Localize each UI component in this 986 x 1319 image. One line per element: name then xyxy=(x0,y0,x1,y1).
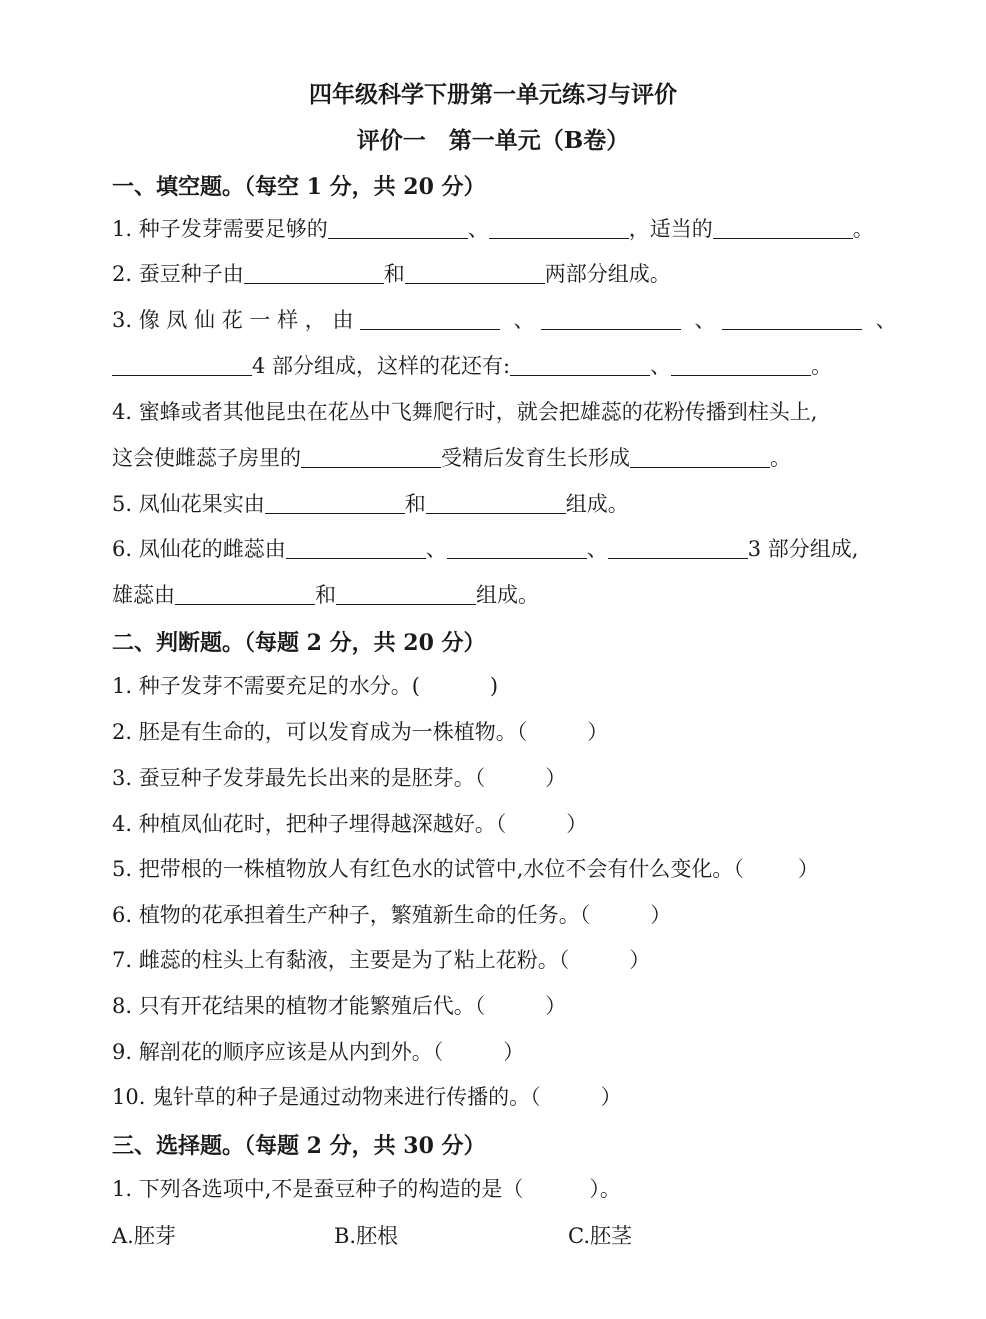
answer-blank[interactable] xyxy=(336,582,476,605)
question-text: 8. 只有开花结果的植物才能繁殖后代。 xyxy=(112,994,475,1018)
answer-paren-open: （ xyxy=(474,766,486,790)
answer-blank[interactable] xyxy=(608,536,748,559)
separator-text: 、 xyxy=(513,308,535,332)
question-text: 4. 种植凤仙花时，把种子埋得越深越好。 xyxy=(112,812,496,836)
fill-question-4-line-2 xyxy=(112,443,791,473)
question-text: 这会使雌蕊子房里的 xyxy=(112,446,301,470)
choice-question-1 xyxy=(112,1174,621,1204)
answer-paren-close: ） xyxy=(600,1085,622,1109)
answer-paren-open: （ xyxy=(579,903,591,927)
separator-text: 。 xyxy=(770,446,791,470)
answer-blank[interactable] xyxy=(328,216,468,239)
answer-paren-open: （ xyxy=(530,1085,541,1109)
fill-question-3-line-1 xyxy=(112,305,897,335)
judge-question-7 xyxy=(112,945,650,975)
answer-paren-open: （ xyxy=(502,1177,524,1201)
answer-blank[interactable] xyxy=(265,491,405,514)
question-text: 5. 把带根的一株植物放人有红色水的试管中,水位不会有什么变化。 xyxy=(112,857,734,881)
answer-blank[interactable] xyxy=(175,582,315,605)
answer-paren-open: （ xyxy=(474,994,486,1018)
answer-blank[interactable] xyxy=(360,307,500,330)
answer-blank[interactable] xyxy=(630,445,770,468)
answer-paren-open: （ xyxy=(558,948,570,972)
option-b[interactable]: B.胚根 xyxy=(334,1224,399,1248)
answer-blank[interactable] xyxy=(405,261,545,284)
answer-paren-close: ） xyxy=(797,857,819,881)
answer-paren-open: （ xyxy=(495,812,507,836)
answer-blank[interactable] xyxy=(426,491,566,514)
answer-blank[interactable] xyxy=(244,261,384,284)
question-text: 和 xyxy=(404,492,426,516)
fill-question-5 xyxy=(112,489,629,519)
question-text: 2. 胚是有生命的，可以发育成为一株植物。 xyxy=(112,720,517,744)
question-text: ，适当的 xyxy=(628,217,713,241)
answer-paren-close: ） xyxy=(629,948,651,972)
fill-question-2 xyxy=(112,259,671,289)
page-subtitle: 评价一 第一单元（B卷） xyxy=(356,127,630,154)
judge-question-3 xyxy=(112,763,566,793)
question-text: 6. 凤仙花的雌蕊由 xyxy=(112,537,286,561)
separator-text: 、 xyxy=(875,308,897,332)
separator-text: 、 xyxy=(467,217,489,241)
judge-question-4 xyxy=(112,809,587,839)
question-text: 组成。 xyxy=(476,583,539,607)
question-text: 1. 下列各选项中,不是蚕豆种子的构造的是 xyxy=(112,1177,503,1201)
question-text: 5. 凤仙花果实由 xyxy=(112,492,265,516)
option-c[interactable]: C.胚茎 xyxy=(568,1224,632,1248)
question-text: 9. 解剖花的顺序应该是从内到外。 xyxy=(112,1040,433,1064)
question-text: 两部分组成。 xyxy=(544,262,671,286)
question-text: 和 xyxy=(383,262,405,286)
separator-text: 、 xyxy=(586,537,608,561)
question-text: 2. 蚕豆种子由 xyxy=(112,262,244,286)
question-text: 6. 植物的花承担着生产种子，繁殖新生命的任务。 xyxy=(112,903,580,927)
question-text: 和 xyxy=(315,583,336,607)
section3-heading: 三、选择题。（每题 2 分，共 30 分） xyxy=(112,1133,486,1159)
answer-paren-close: ) xyxy=(489,674,499,698)
question-text: 3. 蚕豆种子发芽最先长出来的是胚芽。 xyxy=(112,766,475,790)
fill-question-3-line-2 xyxy=(112,351,832,381)
answer-blank[interactable] xyxy=(112,353,252,376)
separator-text: 。 xyxy=(852,217,874,241)
answer-blank[interactable] xyxy=(286,536,426,559)
separator-text: 。 xyxy=(811,354,833,378)
answer-paren-close: ） xyxy=(566,812,588,836)
fill-question-6-line-1 xyxy=(112,534,858,564)
fill-question-1 xyxy=(112,214,874,244)
option-a[interactable]: A.胚芽 xyxy=(112,1224,176,1248)
section2-heading: 二、判断题。（每题 2 分，共 20 分） xyxy=(112,630,486,656)
judge-question-2 xyxy=(112,717,608,747)
answer-paren-close: ） xyxy=(545,766,567,790)
answer-blank[interactable] xyxy=(722,307,862,330)
question-text: 3. 像 凤 仙 花 一 样 ， 由 xyxy=(112,308,354,332)
question-text: 10. 鬼针草的种子是通过动物来进行传播的。 xyxy=(112,1085,531,1109)
judge-question-6 xyxy=(112,900,671,930)
answer-paren-close: ） xyxy=(650,903,672,927)
question-text: 受精后发育生长形成 xyxy=(441,446,630,470)
answer-blank[interactable] xyxy=(541,307,681,330)
judge-question-9 xyxy=(112,1037,524,1067)
answer-paren-open: （ xyxy=(432,1040,444,1064)
fill-question-6-line-2 xyxy=(112,580,539,610)
question-text: 1. 种子发芽需要足够的 xyxy=(112,217,328,241)
judge-question-10 xyxy=(112,1082,622,1112)
answer-blank[interactable] xyxy=(447,536,587,559)
question-text: 组成。 xyxy=(565,492,629,516)
answer-paren-open: （ xyxy=(516,720,528,744)
judge-question-5 xyxy=(112,854,819,884)
answer-paren-close: ） xyxy=(503,1040,525,1064)
answer-paren-open: ( xyxy=(411,674,420,698)
judge-question-8 xyxy=(112,991,566,1021)
answer-paren-close: ） xyxy=(587,720,609,744)
answer-blank[interactable] xyxy=(489,216,629,239)
question-text: 4. 蜜蜂或者其他昆虫在花丛中飞舞爬行时，就会把雄蕊的花粉传播到柱头上, xyxy=(112,400,818,424)
answer-blank[interactable] xyxy=(671,353,811,376)
answer-paren-close: ） xyxy=(545,994,567,1018)
answer-blank[interactable] xyxy=(713,216,853,239)
section1-heading: 一、填空题。（每空 1 分，共 20 分） xyxy=(112,174,486,200)
separator-text: 、 xyxy=(694,308,716,332)
question-text: 4 部分组成，这样的花还有: xyxy=(252,354,511,378)
separator-text: 、 xyxy=(650,354,672,378)
question-text: 1. 种子发芽不需要充足的水分。 xyxy=(112,674,412,698)
answer-paren-open: （ xyxy=(733,857,744,881)
answer-blank[interactable] xyxy=(510,353,650,376)
answer-blank[interactable] xyxy=(301,445,441,468)
judge-question-1 xyxy=(112,671,498,701)
fill-question-4-line-1 xyxy=(112,397,817,427)
question-text: 7. 雌蕊的柱头上有黏液，主要是为了粘上花粉。 xyxy=(112,948,559,972)
separator-text: 、 xyxy=(425,537,447,561)
question-text: 雄蕊由 xyxy=(112,583,175,607)
answer-paren-close: ）。 xyxy=(589,1177,621,1201)
page-title: 四年级科学下册第一单元练习与评价 xyxy=(309,81,677,108)
question-text: 3 部分组成, xyxy=(747,537,859,561)
